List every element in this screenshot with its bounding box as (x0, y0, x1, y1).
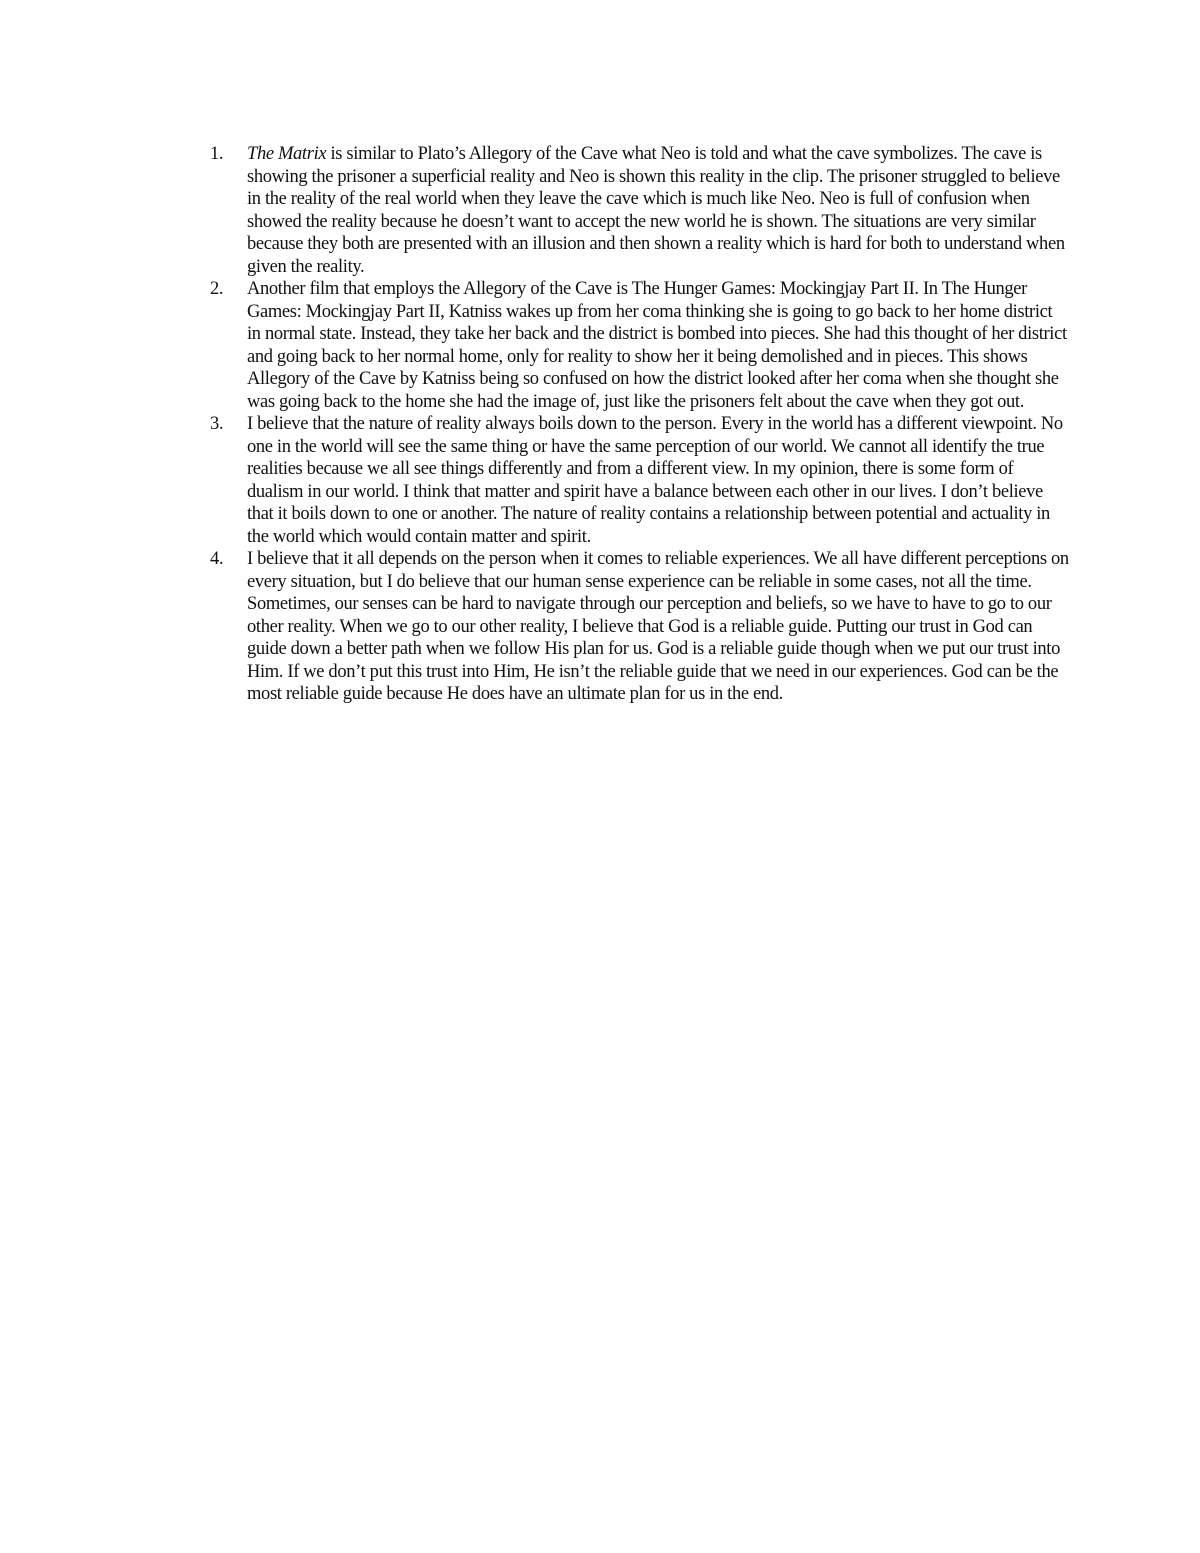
film-title: The Matrix (247, 144, 327, 164)
list-item-text (247, 278, 1070, 413)
list-number: 3. (210, 414, 224, 434)
paragraph-text: is similar to Plato’s Allegory of the Cave what Neo is told and what the cave symbolizes. The cave is showing the prisoner a superficial reality and Neo is shown this reality in the clip. The prisoner struggled to believe in the reality of the real world when they leave the cave which is much like Neo. Neo is full of confusion when showed the reality because he doesn’t want to accept the new world he is shown. The situations are very similar because they both are presented with an illusion and then shown a reality which is hard for both to understand when given the reality. (247, 144, 1065, 277)
paragraph-text: I believe that it all depends on the person when it comes to reliable experiences. We all have different perceptions on every situation, but I do believe that our human sense experience can be reliable in some cases, not all the time. Sometimes, our senses can be hard to navigate through our perception and beliefs, so we have to have to go to our other reality. When we go to our other reality, I believe that God is a reliable guide. Putting our trust in God can guide down a better path when we follow His plan for us. God is a reliable guide though when we put our trust into Him. If we don’t put this trust into Him, He isn’t the reliable guide that we need in our experiences. God can be the most reliable guide because He does have an ultimate plan for us in the end. (247, 549, 1069, 704)
numbered-list (210, 143, 1070, 706)
list-number: 2. (210, 279, 224, 299)
list-item-3 (210, 413, 1070, 548)
list-item-text (247, 143, 1070, 278)
list-item-text (247, 413, 1070, 548)
list-item-2 (210, 278, 1070, 413)
paragraph-text: I believe that the nature of reality always boils down to the person. Every in the world has a different viewpoint. No one in the world will see the same thing or have the same perception of our world. We cannot all identify the true realities because we all see things differently and from a different view. In my opinion, there is some form of dualism in our world. I think that matter and spirit have a balance between each other in our lives. I don’t believe that it boils down to one or another. The nature of reality contains a relationship between potential and actuality in the world which would contain matter and spirit. (247, 414, 1063, 547)
list-number: 1. (210, 144, 224, 164)
list-item-text (247, 548, 1070, 706)
list-item-4 (210, 548, 1070, 706)
list-number: 4. (210, 549, 224, 569)
paragraph-text: Another film that employs the Allegory of the Cave is The Hunger Games: Mockingjay Part II. In The Hunger Games: Mockingjay Part II, Katniss wakes up from her coma thinking she is going to go back to her home district in normal state. Instead, they take her back and the district is bombed into pieces. She had this thought of her district and going back to her normal home, only for reality to show her it being demolished and in pieces. This shows Allegory of the Cave by Katniss being so confused on how the district looked after her coma when she thought she was going back to the home she had the image of, just like the prisoners felt about the cave when they got out. (247, 279, 1067, 412)
list-item-1 (210, 143, 1070, 278)
